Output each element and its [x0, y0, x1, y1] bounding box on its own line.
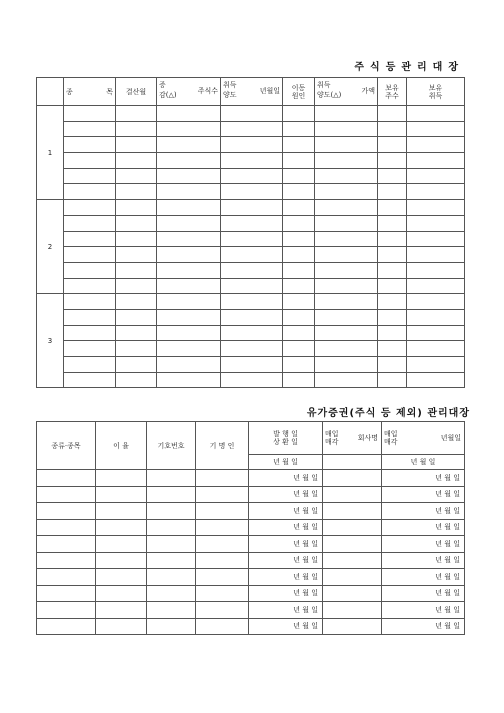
stock-cell [378, 341, 407, 357]
stock-cell [378, 309, 407, 325]
securities-cell [323, 470, 382, 487]
stock-cell [407, 231, 465, 247]
securities-register-title: 유가증권(주식 등 제외) 관리대장 [306, 408, 470, 419]
stock-cell [315, 357, 378, 373]
securities-cell [323, 569, 382, 586]
stock-cell [116, 309, 157, 325]
securities-cell [196, 585, 249, 602]
stock-cell [221, 325, 283, 341]
stock-cell [378, 325, 407, 341]
stock-cell [64, 200, 116, 216]
stock-cell [378, 184, 407, 200]
sec-header-buy2-b: 매각 [384, 438, 398, 446]
sec-header-buy-b: 매각 [325, 438, 339, 446]
stock-cell [315, 184, 378, 200]
stock-cell [283, 215, 315, 231]
sec-header-buy-company [323, 422, 382, 455]
securities-cell [147, 569, 196, 586]
sec-header-issue-b: 상 환 일 [273, 438, 298, 446]
securities-row [37, 486, 465, 503]
stock-header-type-b: 목 [106, 87, 113, 96]
stock-cell [407, 200, 465, 216]
stock-cell [315, 341, 378, 357]
securities-row [37, 552, 465, 569]
stock-cell [378, 278, 407, 294]
stock-header-price-c: 가액 [361, 87, 375, 95]
stock-cell [221, 200, 283, 216]
securities-cell [323, 486, 382, 503]
stock-group-label: 1 [37, 106, 64, 200]
securities-cell [147, 470, 196, 487]
stock-cell [315, 200, 378, 216]
stock-row [37, 262, 465, 278]
securities-cell [147, 585, 196, 602]
stock-cell [378, 153, 407, 169]
stock-cell [221, 294, 283, 310]
stock-cell [221, 341, 283, 357]
stock-row [37, 294, 465, 310]
stock-group-label: 2 [37, 200, 64, 294]
stock-cell [221, 137, 283, 153]
stock-cell [378, 262, 407, 278]
stock-cell [283, 372, 315, 388]
stock-cell [407, 121, 465, 137]
securities-date-cell: 년 월 일 [249, 552, 323, 569]
securities-date-cell: 년 월 일 [382, 602, 465, 619]
stock-cell [378, 137, 407, 153]
securities-cell [323, 503, 382, 520]
stock-cell [407, 184, 465, 200]
securities-date-cell: 년 월 일 [382, 486, 465, 503]
sec-subheader-ymd-right: 년 월 일 [382, 455, 465, 470]
stock-cell [116, 262, 157, 278]
stock-cell [64, 106, 116, 122]
stock-cell [64, 121, 116, 137]
stock-cell [283, 231, 315, 247]
securities-cell [323, 585, 382, 602]
stock-cell [315, 247, 378, 263]
stock-cell [116, 294, 157, 310]
securities-cell [323, 519, 382, 536]
stock-cell [283, 325, 315, 341]
sec-header-issue [249, 422, 323, 455]
securities-cell [96, 618, 147, 635]
sec-subheader-blank [323, 455, 382, 470]
stock-row [37, 278, 465, 294]
stock-row [37, 325, 465, 341]
sec-header-company: 회사명 [357, 434, 378, 442]
securities-cell [147, 602, 196, 619]
stock-cell [221, 247, 283, 263]
stock-header-shares: 주식수 [197, 87, 218, 95]
stock-cell [407, 262, 465, 278]
stock-cell [283, 121, 315, 137]
stock-header-change-b: 감(△) [159, 91, 177, 99]
securities-cell [196, 486, 249, 503]
securities-cell [196, 552, 249, 569]
stock-header-holdshares-a: 보유 [385, 83, 399, 92]
securities-date-cell: 년 월 일 [382, 618, 465, 635]
stock-cell [378, 294, 407, 310]
stock-cell [378, 357, 407, 373]
stock-row [37, 168, 465, 184]
stock-cell [64, 262, 116, 278]
stock-cell [116, 121, 157, 137]
stock-group-label: 3 [37, 294, 64, 388]
stock-cell [407, 215, 465, 231]
stock-cell [283, 309, 315, 325]
stock-cell [221, 262, 283, 278]
stock-cell [64, 247, 116, 263]
securities-date-cell: 년 월 일 [249, 486, 323, 503]
stock-cell [315, 106, 378, 122]
stock-cell [116, 278, 157, 294]
stock-cell [116, 247, 157, 263]
stock-header-holdcost [407, 78, 465, 106]
securities-cell [196, 569, 249, 586]
stock-header-type [64, 78, 116, 106]
stock-cell [221, 121, 283, 137]
stock-header-price-a: 취득 [317, 81, 331, 89]
stock-cell [64, 325, 116, 341]
stock-cell [407, 278, 465, 294]
stock-cell [157, 231, 221, 247]
securities-cell [37, 503, 96, 520]
stock-cell [407, 137, 465, 153]
securities-row [37, 585, 465, 602]
securities-cell [37, 470, 96, 487]
stock-cell [116, 372, 157, 388]
stock-cell [64, 184, 116, 200]
securities-row [37, 602, 465, 619]
securities-cell [196, 519, 249, 536]
securities-cell [96, 536, 147, 553]
stock-cell [157, 121, 221, 137]
stock-cell [157, 247, 221, 263]
stock-cell [157, 372, 221, 388]
securities-row [37, 536, 465, 553]
stock-cell [315, 309, 378, 325]
securities-date-cell: 년 월 일 [249, 503, 323, 520]
stock-cell [283, 357, 315, 373]
securities-cell [323, 536, 382, 553]
stock-header-acq-a: 취득 [223, 81, 237, 89]
stock-cell [116, 153, 157, 169]
stock-cell [116, 106, 157, 122]
stock-cell [407, 372, 465, 388]
stock-cell [116, 215, 157, 231]
securities-date-cell: 년 월 일 [249, 519, 323, 536]
securities-cell [96, 552, 147, 569]
stock-cell [221, 309, 283, 325]
stock-header-type-a: 종 [66, 87, 73, 96]
stock-header-holdcost-b: 취득 [428, 91, 443, 100]
stock-cell [315, 168, 378, 184]
sec-header-date2: 년월일 [440, 434, 461, 442]
securities-row [37, 519, 465, 536]
securities-date-cell: 년 월 일 [382, 519, 465, 536]
stock-cell [283, 106, 315, 122]
securities-date-cell: 년 월 일 [382, 503, 465, 520]
stock-cell [157, 215, 221, 231]
sec-header-name: 기 명 인 [196, 422, 249, 470]
securities-cell [37, 486, 96, 503]
stock-cell [116, 168, 157, 184]
securities-cell [96, 470, 147, 487]
stock-cell [221, 215, 283, 231]
securities-cell [323, 552, 382, 569]
stock-cell [407, 106, 465, 122]
securities-cell [96, 602, 147, 619]
stock-row [37, 341, 465, 357]
sec-header-kind: 종류·종목 [37, 422, 96, 470]
sec-header-rate: 이 율 [96, 422, 147, 470]
securities-cell [323, 618, 382, 635]
stock-cell [407, 153, 465, 169]
stock-cell [283, 137, 315, 153]
securities-cell [147, 503, 196, 520]
stock-cell [407, 294, 465, 310]
securities-date-cell: 년 월 일 [249, 569, 323, 586]
stock-cell [64, 357, 116, 373]
stock-cell [116, 137, 157, 153]
stock-cell [157, 262, 221, 278]
securities-cell [37, 602, 96, 619]
stock-row [37, 357, 465, 373]
securities-cell [323, 602, 382, 619]
securities-cell [96, 569, 147, 586]
securities-cell [147, 486, 196, 503]
stock-cell [315, 294, 378, 310]
securities-date-cell: 년 월 일 [382, 536, 465, 553]
stock-cell [283, 153, 315, 169]
stock-header-settlement: 결산월 [116, 78, 157, 106]
stock-cell [116, 200, 157, 216]
stock-cell [378, 215, 407, 231]
stock-cell [407, 341, 465, 357]
stock-row [37, 121, 465, 137]
stock-header-shift [283, 78, 315, 106]
stock-cell [221, 357, 283, 373]
stock-cell [378, 121, 407, 137]
securities-cell [37, 519, 96, 536]
stock-cell [283, 278, 315, 294]
securities-date-cell: 년 월 일 [382, 552, 465, 569]
stock-cell [407, 247, 465, 263]
securities-date-cell: 년 월 일 [382, 585, 465, 602]
securities-cell [147, 618, 196, 635]
stock-cell [407, 168, 465, 184]
stock-cell [283, 247, 315, 263]
securities-cell [37, 569, 96, 586]
stock-cell [221, 372, 283, 388]
stock-cell [157, 168, 221, 184]
securities-register-table [36, 421, 465, 635]
securities-header-row [37, 422, 465, 455]
securities-cell [37, 552, 96, 569]
stock-cell [116, 341, 157, 357]
sec-header-issue-a: 발 행 일 [273, 430, 298, 438]
stock-cell [64, 215, 116, 231]
stock-cell [378, 200, 407, 216]
stock-row [37, 215, 465, 231]
stock-cell [407, 357, 465, 373]
stock-cell [64, 231, 116, 247]
stock-header-price [315, 78, 378, 106]
stock-cell [64, 168, 116, 184]
stock-cell [221, 106, 283, 122]
stock-cell [64, 372, 116, 388]
stock-cell [407, 325, 465, 341]
stock-cell [64, 294, 116, 310]
stock-cell [157, 200, 221, 216]
stock-cell [315, 137, 378, 153]
stock-cell [221, 153, 283, 169]
securities-cell [196, 602, 249, 619]
stock-row [37, 137, 465, 153]
stock-cell [116, 231, 157, 247]
stock-cell [64, 341, 116, 357]
securities-cell [147, 519, 196, 536]
securities-date-cell: 년 월 일 [382, 470, 465, 487]
stock-cell [315, 325, 378, 341]
securities-cell [147, 552, 196, 569]
sec-header-symbol: 기호번호 [147, 422, 196, 470]
stock-row [37, 106, 465, 122]
stock-header-price-b: 양도(△) [317, 91, 342, 99]
securities-cell [37, 618, 96, 635]
sec-subheader-ymd-left: 년 월 일 [249, 455, 323, 470]
stock-header-change [157, 78, 221, 106]
stock-cell [157, 153, 221, 169]
stock-cell [378, 372, 407, 388]
securities-row [37, 618, 465, 635]
stock-cell [283, 262, 315, 278]
stock-row [37, 153, 465, 169]
stock-cell [64, 153, 116, 169]
stock-register-title: 주식등관리대장 [354, 62, 464, 73]
stock-cell [157, 357, 221, 373]
stock-row [37, 231, 465, 247]
stock-header-holdshares [378, 78, 407, 106]
securities-date-cell: 년 월 일 [249, 618, 323, 635]
securities-date-cell: 년 월 일 [249, 585, 323, 602]
stock-cell [315, 153, 378, 169]
stock-header-change-a: 증 [159, 81, 166, 89]
stock-cell [378, 168, 407, 184]
stock-cell [283, 200, 315, 216]
stock-cell [283, 168, 315, 184]
securities-date-cell: 년 월 일 [249, 536, 323, 553]
stock-row [37, 200, 465, 216]
sec-header-buy-a: 매입 [325, 430, 339, 438]
stock-cell [116, 325, 157, 341]
stock-row [37, 247, 465, 263]
securities-row [37, 569, 465, 586]
securities-date-cell: 년 월 일 [382, 569, 465, 586]
stock-cell [64, 137, 116, 153]
sec-header-buy2-a: 매입 [384, 430, 398, 438]
stock-cell [407, 309, 465, 325]
stock-cell [157, 106, 221, 122]
securities-cell [147, 536, 196, 553]
stock-cell [315, 215, 378, 231]
stock-cell [378, 247, 407, 263]
stock-register-table [36, 77, 465, 388]
stock-cell [315, 231, 378, 247]
securities-row [37, 503, 465, 520]
stock-cell [315, 278, 378, 294]
stock-header-shift-b: 원인 [291, 91, 306, 100]
stock-cell [315, 262, 378, 278]
stock-header-acquisition [221, 78, 283, 106]
stock-cell [315, 372, 378, 388]
securities-row [37, 470, 465, 487]
stock-cell [378, 231, 407, 247]
stock-header-holdcost-a: 보유 [428, 83, 443, 92]
stock-row [37, 184, 465, 200]
stock-cell [283, 294, 315, 310]
stock-cell [116, 184, 157, 200]
stock-header-holdshares-b: 주수 [385, 91, 399, 100]
stock-cell [157, 341, 221, 357]
securities-cell [196, 618, 249, 635]
securities-date-cell: 년 월 일 [249, 602, 323, 619]
stock-cell [221, 231, 283, 247]
securities-cell [196, 536, 249, 553]
stock-cell [116, 357, 157, 373]
stock-row [37, 309, 465, 325]
securities-cell [37, 585, 96, 602]
securities-cell [96, 486, 147, 503]
stock-cell [221, 278, 283, 294]
securities-cell [96, 519, 147, 536]
stock-cell [221, 184, 283, 200]
stock-cell [315, 121, 378, 137]
stock-cell [283, 184, 315, 200]
stock-cell [157, 294, 221, 310]
stock-cell [64, 309, 116, 325]
sec-header-buy-date [382, 422, 465, 455]
securities-cell [96, 585, 147, 602]
stock-header-date: 년월일 [259, 87, 280, 95]
securities-cell [196, 470, 249, 487]
stock-cell [157, 309, 221, 325]
stock-header-blank [37, 78, 64, 106]
securities-cell [37, 536, 96, 553]
securities-date-cell: 년 월 일 [249, 470, 323, 487]
stock-cell [378, 106, 407, 122]
stock-header-shift-a: 이동 [291, 83, 306, 92]
stock-header-row [37, 78, 465, 106]
stock-cell [157, 278, 221, 294]
securities-cell [96, 503, 147, 520]
stock-cell [157, 325, 221, 341]
securities-cell [196, 503, 249, 520]
stock-cell [221, 168, 283, 184]
stock-cell [64, 278, 116, 294]
stock-header-acq-b: 양도 [223, 91, 237, 99]
stock-cell [157, 184, 221, 200]
stock-cell [283, 341, 315, 357]
stock-cell [157, 137, 221, 153]
stock-row [37, 372, 465, 388]
